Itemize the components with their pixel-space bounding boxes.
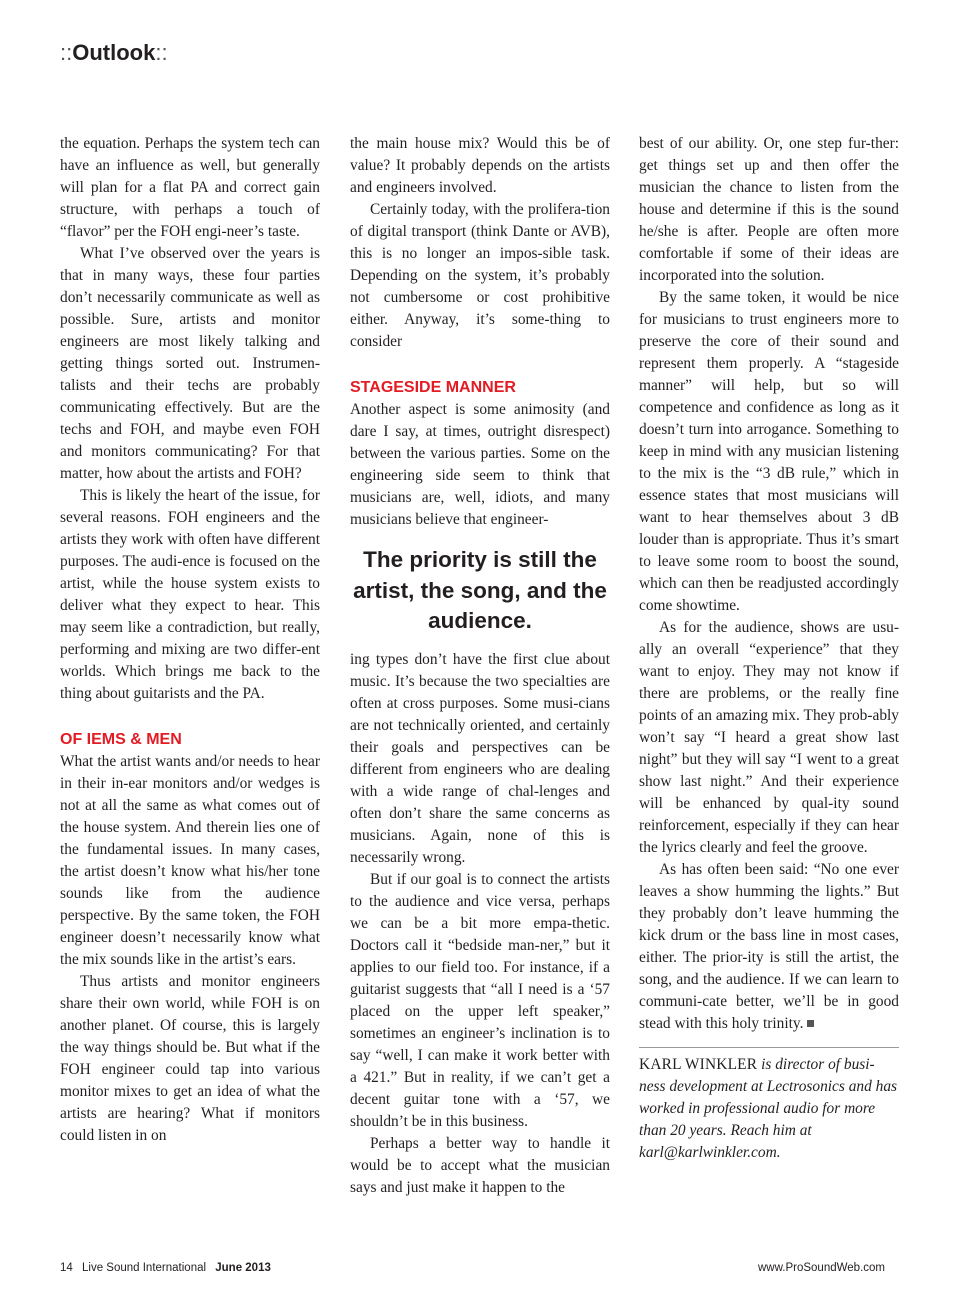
- paragraph: What the artist wants and/or needs to hear in their in-ear monitors and/or wedges is not at all the same as what comes out of the house system. And therein lies one of the fundamental issues. In many cases, the artist doesn’t know what his/her tone sounds like from the audience perspective. By the same token, the FOH engineer doesn’t necessarily know what the mix sounds like in the artist’s ears.: [60, 753, 320, 968]
- paragraph: ing types don’t have the first clue about music. It’s because the two specialties are often at cross purposes. Some musi-cians are not technically oriented, and certainly their goals and perspectives can be different from engineers who are dealing with a wide range of chal-lenges and often don’t share the same concerns as musicians. Again, none of this is necessarily wrong.: [350, 650, 610, 866]
- section-label: [60, 40, 168, 66]
- paragraph: As for the audience, shows are usu-ally an overall “experience” that they want to enjoy. They may not know if there are problems, or the really fine points of an amazing mix. They prob-ably won’t say “I heard a great show last night” but they will say “I went to a great show last night.” And their experience will be enhanced by qual-ity sound reinforcement, especially if they can hear the lyrics clearly and feel the groove.: [639, 619, 899, 856]
- paragraph: This is likely the heart of the issue, for several reasons. FOH engineers and the artists they work with often have different purposes. The audi-ence is focused on the artist, while the house system exists to deliver what they expect to hear. This may seem like a contradiction, but really, performing and mixing are two differ-ent worlds. Which brings me back to the thing about guitarists and the PA.: [60, 487, 320, 702]
- final-paragraph-text: As has often been said: “No one ever leaves a show humming the lights.” But they probably don’t leave humming the kick drum or the bass line in most cases, either. The prior-ity is still the artist, the song, and the audience. If we can learn to communi-cate better, we’ll be in good stead with this holy trinity.: [639, 861, 899, 1032]
- author-bio: [639, 1047, 899, 1164]
- section-title: Outlook: [72, 40, 156, 65]
- paragraph: Another aspect is some animosity (and dare I say, at times, outright disrespect) between the various parties. Some on the engineering side seem to think that musicians are, well, idiots, and many musicians believe that engineer-: [350, 401, 610, 528]
- subhead-stageside-manner: STAGESIDE MANNER: [350, 379, 516, 396]
- paragraph: the main house mix? Would this be of value? It probably depends on the artists and engineers involved.: [350, 135, 610, 196]
- article-column-2: [350, 133, 610, 1199]
- paragraph: But if our goal is to connect the artists to the audience and vice versa, perhaps we can be a bit more empa-thetic. Doctors call it “bedside man-ner,” but it applies to our field too. For instance, if a guitarist suggests that “all I need is a ‘57 placed on the upper left speaker,” sometimes an engineer’s inclination is to say “well, I can make it work better with a 421.” But in reality, if we can’t get a decent guitar tone with a ‘57, we shouldn’t be in this business.: [350, 870, 610, 1130]
- paragraph: the equation. Perhaps the system tech can have an influence as well, but generally will plan for a flat PA and correct gain structure, with perhaps a touch of “flavor” per the FOH engi-neer’s taste.: [60, 135, 320, 240]
- author-name: KARL WINKLER: [639, 1056, 758, 1073]
- issue-date: June 2013: [215, 1262, 271, 1274]
- paragraph: best of our ability. Or, one step fur-ther: get things set up and then offer the musician the chance to listen from the house and determine if this is the sound he/she is after. People are often more comfortable if some of their ideas are incorporated into the solution.: [639, 135, 899, 284]
- page-number: 14: [60, 1262, 73, 1274]
- paragraph: What I’ve observed over the years is that in many ways, these four parties don’t necessarily communicate as well as possible. Sure, artists and monitor engineers are most likely talking and getting things sorted out. Instrumen-talists and their techs are probably communicating effectively. But are the techs and FOH, and maybe even FOH and monitors communicating? For that matter, how about the artists and FOH?: [60, 245, 320, 482]
- subhead-iems-men: OF IEMS & MEN: [60, 731, 182, 748]
- paragraph: Perhaps a better way to handle it would be to accept what the musician says and just make it happen to the: [350, 1134, 610, 1196]
- footer-website[interactable]: www.ProSoundWeb.com: [758, 1262, 885, 1274]
- article-column-1: [60, 133, 320, 1147]
- end-of-article-square-icon: [807, 1020, 814, 1027]
- author-bio-text: is director of busi-ness development at Lectrosonics and has worked in professional audio for more than 20 years. Reach him at karl@karlwinkler.com.: [639, 1056, 898, 1161]
- pull-quote: The priority is still the artist, the song, and the audience.: [353, 547, 607, 633]
- publication-name: Live Sound International: [82, 1262, 207, 1274]
- paragraph: Certainly today, with the prolifera-tion of digital transport (think Dante or AVB), this is no longer an impos-sible task. Depending on the system, it’s probably not cumbersome or cost prohibitive either. Anyway, it’s some-thing to consider: [350, 201, 610, 350]
- footer-left: [60, 1262, 277, 1274]
- article-column-3: [639, 133, 899, 1164]
- paragraph: By the same token, it would be nice for musicians to trust engineers more to preserve the core of their sound and represent them properly. A “stageside manner” will help, but so will competence and confidence as long as it doesn’t turn into arrogance. Something to keep in mind with any musician listening to the mix is the “3 dB rule,” which in essence states that most musicians will want to hear themselves about 3 dB louder than is appropriate. Thus it’s smart to leave some room to boost the sound, which can then be readjusted accordingly come showtime.: [639, 289, 899, 614]
- section-label-suffix: ::: [155, 40, 168, 65]
- section-label-prefix: ::: [60, 40, 73, 65]
- paragraph: Thus artists and monitor engineers share their own world, while FOH is on another planet. Of course, this is largely the way things should be. But what if the FOH engineer could tap into various monitor mixes to get an idea of what the artists are hearing? What if monitors could listen in on: [60, 973, 320, 1144]
- paragraph-final: [639, 859, 899, 1035]
